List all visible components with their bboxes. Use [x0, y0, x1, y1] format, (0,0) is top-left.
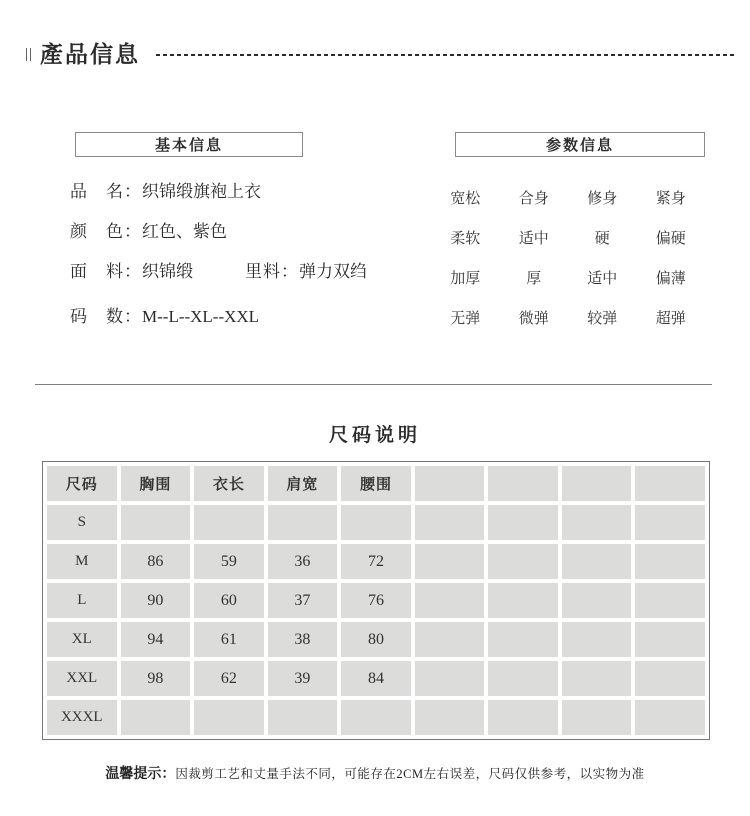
cell: 80 [341, 622, 411, 657]
detail-value: 织锦缎旗袍上衣 [142, 182, 261, 201]
size-label: XXL [47, 661, 117, 696]
cell [415, 583, 485, 618]
note-text: 因裁剪工艺和丈量手法不同，可能存在2CM左右误差，尺码仅供参考，以实物为准 [175, 767, 645, 781]
title-mark-icon: || [25, 46, 34, 62]
cell: 60 [194, 583, 264, 618]
cell [415, 505, 485, 540]
cell [341, 700, 411, 735]
cell [488, 544, 558, 579]
param-cell-2-3: 偏薄 [655, 270, 686, 287]
note-label: 温馨提示： [105, 767, 176, 782]
param-cell-0-3: 紧身 [655, 190, 686, 207]
param-grid [431, 177, 705, 337]
detail-row-name [70, 182, 261, 202]
basic-info-box-label: 基本信息 [75, 132, 303, 157]
param-cell-1-1: 适中 [500, 217, 569, 257]
detail-label: 颜 色： [70, 222, 142, 241]
cell [268, 700, 338, 735]
cell [415, 700, 485, 735]
params-box-label: 参数信息 [455, 132, 705, 157]
param-cell-2-1: 厚 [526, 270, 542, 287]
detail-value: 红色、紫色 [142, 222, 227, 241]
cell: 90 [121, 583, 191, 618]
cell: 84 [341, 661, 411, 696]
col-header [488, 466, 558, 501]
cell [562, 583, 632, 618]
param-cell-1-3: 偏硬 [655, 230, 686, 247]
cell: 37 [268, 583, 338, 618]
cell [121, 700, 191, 735]
param-cell-0-2: 修身 [568, 177, 637, 217]
size-label: L [47, 583, 117, 618]
table-row [47, 622, 705, 657]
size-chart-title: 尺码说明 [328, 425, 421, 446]
cell: 72 [341, 544, 411, 579]
col-header [562, 466, 632, 501]
dashed-rule [156, 54, 736, 56]
cell [562, 661, 632, 696]
cell: 39 [268, 661, 338, 696]
param-cell-3-2: 较弹 [587, 310, 618, 327]
table-row [47, 661, 705, 696]
size-label: S [47, 505, 117, 540]
size-label: XXXL [47, 700, 117, 735]
cell [488, 661, 558, 696]
detail-label: 品 名： [70, 182, 142, 201]
param-cell-1-2: 硬 [594, 230, 610, 247]
cell [635, 505, 705, 540]
table-row [47, 544, 705, 579]
cell [488, 583, 558, 618]
section-divider [35, 384, 712, 385]
col-header [635, 466, 705, 501]
param-cell-2-0: 加厚 [450, 270, 481, 287]
cell [341, 505, 411, 540]
cell [562, 700, 632, 735]
col-header [415, 466, 485, 501]
cell [268, 505, 338, 540]
cell [635, 583, 705, 618]
cell: 98 [121, 661, 191, 696]
cell [194, 700, 264, 735]
table-row [47, 700, 705, 735]
cell [415, 661, 485, 696]
cell [635, 700, 705, 735]
cell [488, 505, 558, 540]
detail-label-lining: 里料： [245, 262, 299, 281]
cell [562, 544, 632, 579]
cell [415, 622, 485, 657]
cell [488, 622, 558, 657]
detail-row-fabric [70, 262, 367, 282]
col-header: 尺码 [47, 466, 117, 501]
cell: 86 [121, 544, 191, 579]
cell: 76 [341, 583, 411, 618]
cell: 62 [194, 661, 264, 696]
col-header: 肩宽 [268, 466, 338, 501]
cell [635, 622, 705, 657]
param-cell-1-0: 柔软 [450, 230, 481, 247]
size-label: XL [47, 622, 117, 657]
cell [194, 505, 264, 540]
col-header: 胸围 [121, 466, 191, 501]
size-chart-table [42, 461, 710, 740]
cell [121, 505, 191, 540]
detail-row-color [70, 222, 227, 242]
param-cell-2-2: 适中 [568, 257, 637, 297]
detail-row-size [70, 307, 259, 327]
cell [635, 544, 705, 579]
disclaimer-note [0, 763, 750, 783]
table-row [47, 583, 705, 618]
cell: 61 [194, 622, 264, 657]
col-header: 腰围 [341, 466, 411, 501]
detail-label: 面 料： [70, 262, 142, 281]
table-header-row [47, 466, 705, 501]
param-cell-0-0: 宽松 [450, 190, 481, 207]
cell [562, 505, 632, 540]
detail-label: 码 数： [70, 307, 142, 326]
param-cell-3-1: 微弹 [518, 310, 549, 327]
cell: 36 [268, 544, 338, 579]
cell: 94 [121, 622, 191, 657]
detail-value: 织锦缎 [142, 262, 193, 281]
table-row [47, 505, 705, 540]
param-cell-3-3: 超弹 [655, 310, 686, 327]
section-header [25, 36, 736, 69]
cell [488, 700, 558, 735]
cell: 59 [194, 544, 264, 579]
col-header: 衣长 [194, 466, 264, 501]
cell [562, 622, 632, 657]
cell [635, 661, 705, 696]
param-cell-0-1: 合身 [518, 190, 549, 207]
cell [415, 544, 485, 579]
param-cell-3-0: 无弹 [431, 297, 500, 337]
detail-value: M--L--XL--XXL [142, 307, 260, 326]
detail-value-lining: 弹力双绉 [299, 262, 367, 281]
size-label: M [47, 544, 117, 579]
cell: 38 [268, 622, 338, 657]
page-title: 產品信息 [40, 42, 141, 67]
